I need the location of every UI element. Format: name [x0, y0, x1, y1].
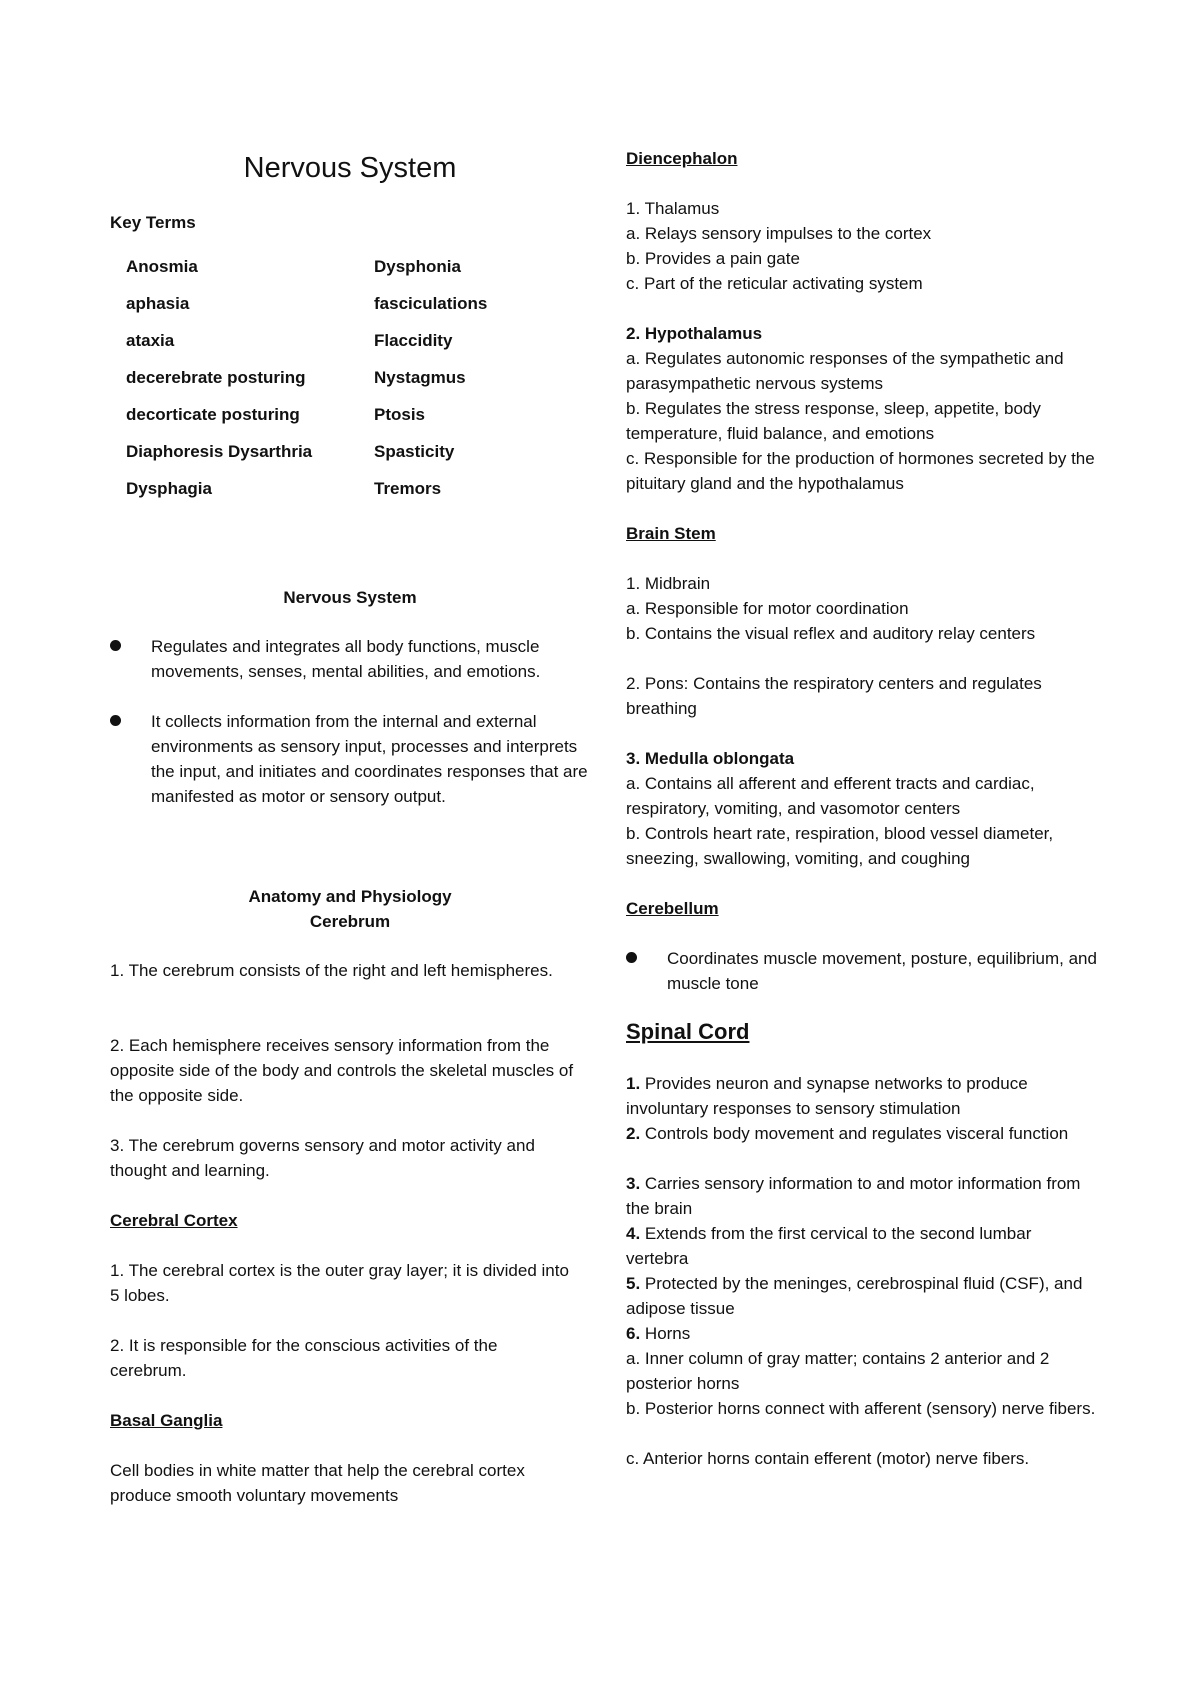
bullet-icon — [110, 715, 121, 726]
text-line: a. Inner column of gray matter; contains 2 anterior and 2 posterior horns — [626, 1349, 1050, 1393]
section-heading: Brain Stem — [626, 524, 716, 543]
subheading: 3. Medulla oblongata — [626, 749, 795, 768]
key-term: decerebrate posturing — [126, 368, 306, 387]
spinal-item: 5. Protected by the meninges, cerebrospinal fluid (CSF), and adipose tissue — [626, 1274, 1083, 1318]
text-line: 2. Pons: Contains the respiratory centers and regulates breathing — [626, 674, 1042, 718]
section-heading: Nervous System — [283, 588, 417, 607]
text-line: c. Part of the reticular activating system — [626, 274, 923, 293]
key-term: Anosmia — [126, 257, 198, 276]
cerebrum-item: 2. Each hemisphere receives sensory information from the opposite side of the body and controls the skeletal muscles of the opposite side. — [110, 1036, 574, 1105]
text-line: b. Regulates the stress response, sleep, appetite, body temperature, fluid balance, and emotions — [626, 399, 1041, 443]
page-title: Nervous System — [243, 152, 457, 184]
subheading: 2. Hypothalamus — [626, 324, 763, 343]
key-term: decorticate posturing — [126, 405, 300, 424]
spinal-item: 1. Provides neuron and synapse networks to produce involuntary responses to sensory stimulation — [626, 1074, 1028, 1118]
key-term: aphasia — [126, 294, 190, 313]
spinal-item: 6. Horns — [626, 1324, 691, 1343]
cortex-item: 1. The cerebral cortex is the outer gray layer; it is divided into 5 lobes. — [110, 1261, 569, 1305]
text-line: b. Controls heart rate, respiration, blood vessel diameter, sneezing, swallowing, vomiting, and coughing — [626, 824, 1054, 868]
section-heading: Anatomy and Physiology — [248, 887, 452, 906]
section-heading: Basal Ganglia — [110, 1411, 223, 1430]
text-line: 1. Thalamus — [626, 199, 720, 218]
key-term: fasciculations — [374, 294, 488, 313]
section-heading: Cerebellum — [626, 899, 719, 918]
text-line: 1. Midbrain — [626, 574, 711, 593]
spinal-item: 2. Controls body movement and regulates visceral function — [626, 1124, 1069, 1143]
spinal-item: 3. Carries sensory information to and motor information from the brain — [626, 1174, 1081, 1218]
section-heading: Spinal Cord — [626, 1019, 750, 1044]
cortex-item: 2. It is responsible for the conscious activities of the cerebrum. — [110, 1336, 498, 1380]
key-term: Flaccidity — [374, 331, 453, 350]
key-terms-heading: Key Terms — [110, 213, 196, 232]
key-term: Ptosis — [374, 405, 426, 424]
text-line: a. Relays sensory impulses to the cortex — [626, 224, 932, 243]
spinal-item: 4. Extends from the first cervical to the second lumbar vertebra — [626, 1224, 1032, 1268]
section-heading: Cerebral Cortex — [110, 1211, 238, 1230]
text-line: a. Responsible for motor coordination — [626, 599, 909, 618]
key-term: Dysphonia — [374, 257, 461, 276]
text-line: a. Contains all afferent and efferent tracts and cardiac, respiratory, vomiting, and vasomotor centers — [626, 774, 1035, 818]
section-heading: Diencephalon — [626, 149, 738, 168]
text-line: a. Regulates autonomic responses of the sympathetic and parasympathetic nervous systems — [626, 349, 1064, 393]
key-term: Nystagmus — [374, 368, 466, 387]
key-term: Tremors — [374, 479, 442, 498]
cerebrum-item: 1. The cerebrum consists of the right and left hemispheres. — [110, 961, 553, 980]
bullet-icon — [626, 952, 637, 963]
text-line: c. Responsible for the production of hormones secreted by the pituitary gland and the hypothalamus — [626, 449, 1095, 493]
text-line: c. Anterior horns contain efferent (motor) nerve fibers. — [626, 1449, 1030, 1468]
text-line: b. Posterior horns connect with afferent (sensory) nerve fibers. — [626, 1399, 1096, 1418]
key-term: Spasticity — [374, 442, 455, 461]
basal-text: Cell bodies in white matter that help the cerebral cortex produce smooth voluntary movements — [110, 1461, 525, 1505]
key-term: ataxia — [126, 331, 175, 350]
key-term: Diaphoresis Dysarthria — [126, 442, 313, 461]
bullet-icon — [110, 640, 121, 651]
text-line: b. Provides a pain gate — [626, 249, 800, 268]
cerebrum-item: 3. The cerebrum governs sensory and motor activity and thought and learning. — [110, 1136, 535, 1180]
text-line: b. Contains the visual reflex and auditory relay centers — [626, 624, 1036, 643]
key-term: Dysphagia — [126, 479, 212, 498]
section-heading: Cerebrum — [309, 912, 391, 931]
